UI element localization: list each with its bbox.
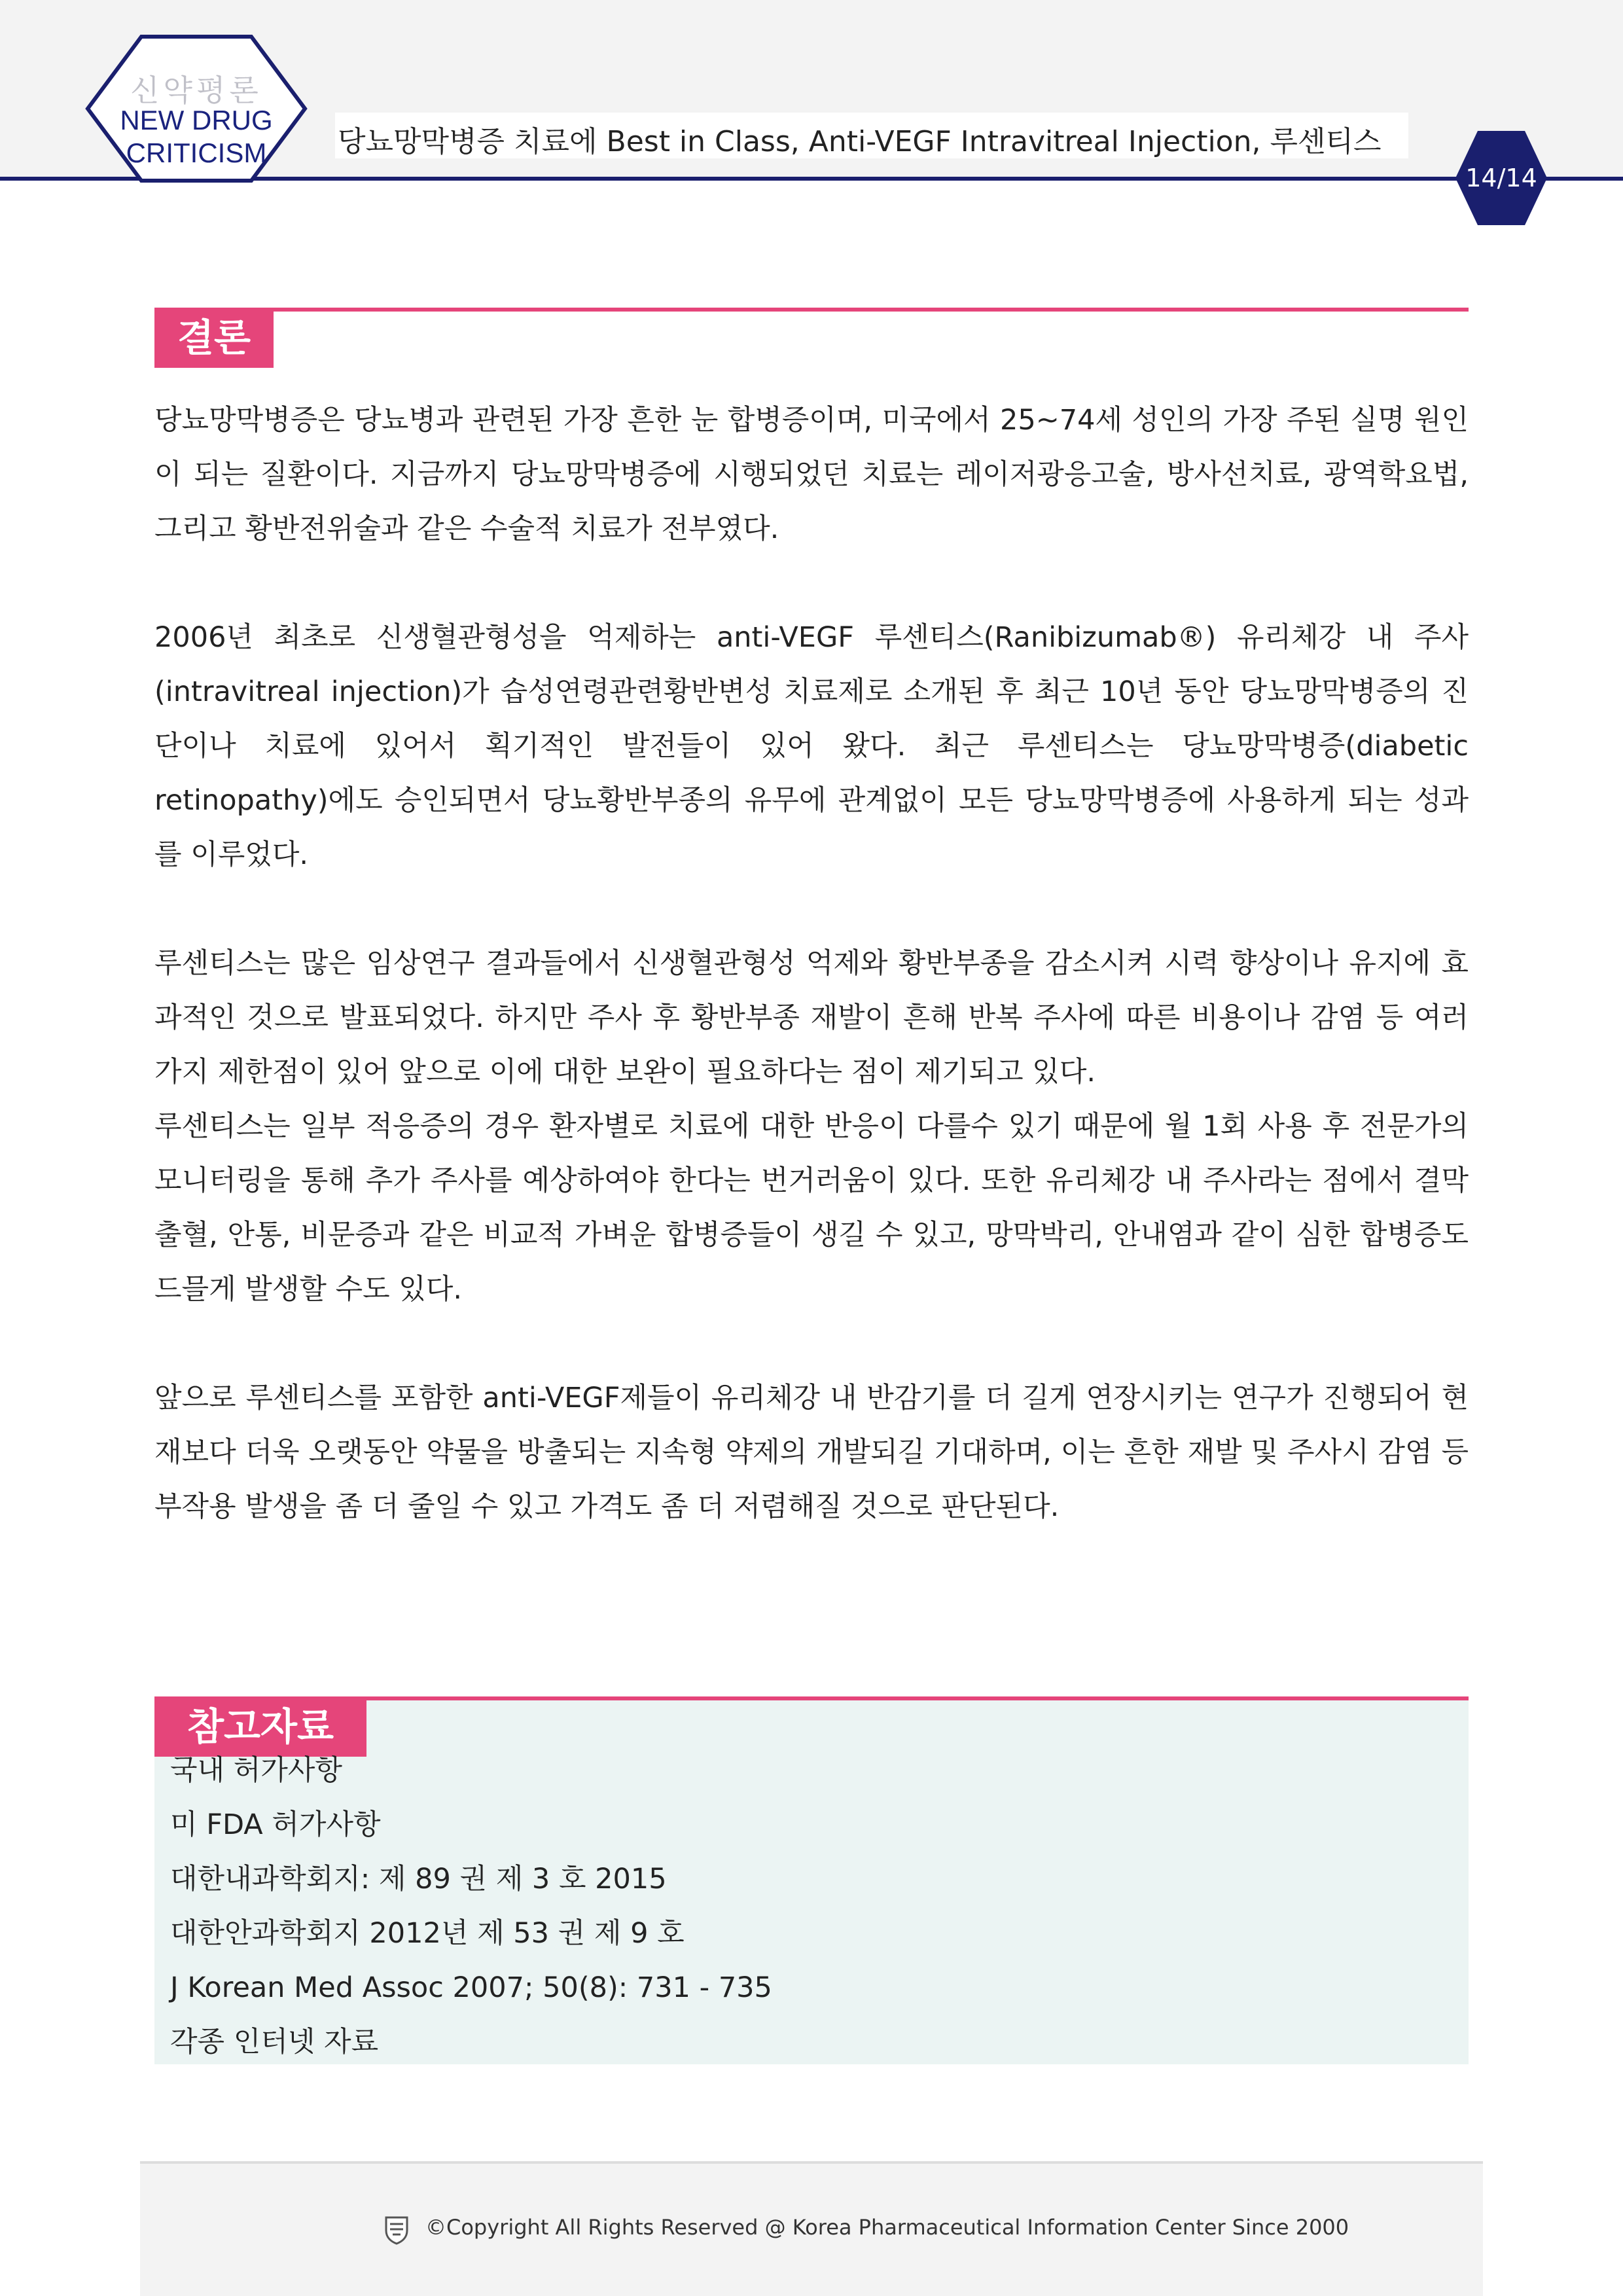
logo-english-line1: NEW DRUG [120, 105, 273, 135]
conclusion-paragraph-2: 2006년 최초로 신생혈관형성을 억제하는 anti-VEGF 루센티스(Ranibizumab®) 유리체강 내 주사(intravitreal injection)가 습성연령관련황반변성 치료제로 소개된 후 최근 10년 동안 당뇨망막병증의 진단이나 치료에 있어서 획기적인 발전들이 있어 왔다. 최근 루센티스는 당뇨망막병증(diabetic retinopathy)에도 승인되면서 당뇨황반부종의 유무에 관계없이 모든 당뇨망막병증에 사용하게 되는 성과를 이루었다. [154, 621, 1469, 871]
reference-item: 각종 인터넷 자료 [170, 2026, 379, 2058]
page-number: 14/14 [1465, 164, 1537, 192]
conclusion-paragraph-3: 루센티스는 많은 임상연구 결과들에서 신생혈관형성 억제와 황반부종을 감소시켜 시력 향상이나 유지에 효과적인 것으로 발표되었다. 하지만 주사 후 황반부종 재발이 흔해 반복 주사에 따른 비용이나 감염 등 여러 가지 제한점이 있어 앞으로 이에 대한 보완이 필요하다는 점이 제기되고 있다. [154, 947, 1469, 1088]
reference-item: 대한안과학회지 2012년 제 53 권 제 9 호 [170, 1917, 685, 1950]
logo-korean: 신약평론 [130, 73, 262, 107]
copyright-text: ©Copyright All Rights Reserved @ Korea Pharmaceutical Information Center Since 2000 [425, 2215, 1349, 2240]
reference-item: J Korean Med Assoc 2007; 50(8): 731 - 735 [170, 1971, 772, 2004]
conclusion-heading: 결론 [154, 308, 274, 368]
header-title-box [335, 113, 1408, 158]
conclusion-paragraph-5: 앞으로 루센티스를 포함한 anti-VEGF제들이 유리체강 내 반감기를 더 길게 연장시키는 연구가 진행되어 현재보다 더욱 오랫동안 약물을 방출되는 지속형 약제의 개발되길 기대하며, 이는 흔한 재발 및 주사시 감염 등 부작용 발생을 좀 더 줄일 수 있고 가격도 좀 더 저렴해질 것으로 판단된다. [154, 1382, 1469, 1523]
references-heading: 참고자료 [154, 1696, 366, 1757]
reference-item: 대한내과학회지: 제 89 권 제 3 호 2015 [170, 1863, 667, 1895]
conclusion-rule [154, 308, 1469, 312]
conclusion-paragraph-4: 루센티스는 일부 적응증의 경우 환자별로 치료에 대한 반응이 다를수 있기 때문에 월 1회 사용 후 전문가의 모니터링을 통해 추가 주사를 예상하여야 한다는 번거러움이 있다. 또한 유리체강 내 주사라는 점에서 결막출혈, 안통, 비문증과 같은 비교적 가벼운 합병증들이 생길 수 있고, 망막박리, 안내염과 같이 심한 합병증도 드믈게 발생할 수도 있다. [154, 1110, 1469, 1306]
conclusion-body [154, 393, 1469, 1588]
conclusion-paragraph-1: 당뇨망막병증은 당뇨병과 관련된 가장 흔한 눈 합병증이며, 미국에서 25~74세 성인의 가장 주된 실명 원인이 되는 질환이다. 지금까지 당뇨망막병증에 시행되었던 치료는 레이저광응고술, 방사선치료, 광역학요법, 그리고 황반전위술과 같은 수술적 치료가 전부였다. [154, 404, 1469, 545]
logo-english-line2: CRITICISM [126, 137, 267, 168]
document-title: 당뇨망막병증 치료에 Best in Class, Anti-VEGF Intravitreal Injection, 루센티스 [338, 125, 1382, 158]
reference-item: 국내 허가사항 [170, 1754, 342, 1787]
reference-item: 미 FDA 허가사항 [170, 1808, 381, 1841]
shield-emblem-icon [383, 2215, 410, 2245]
references-list [170, 1744, 772, 2070]
